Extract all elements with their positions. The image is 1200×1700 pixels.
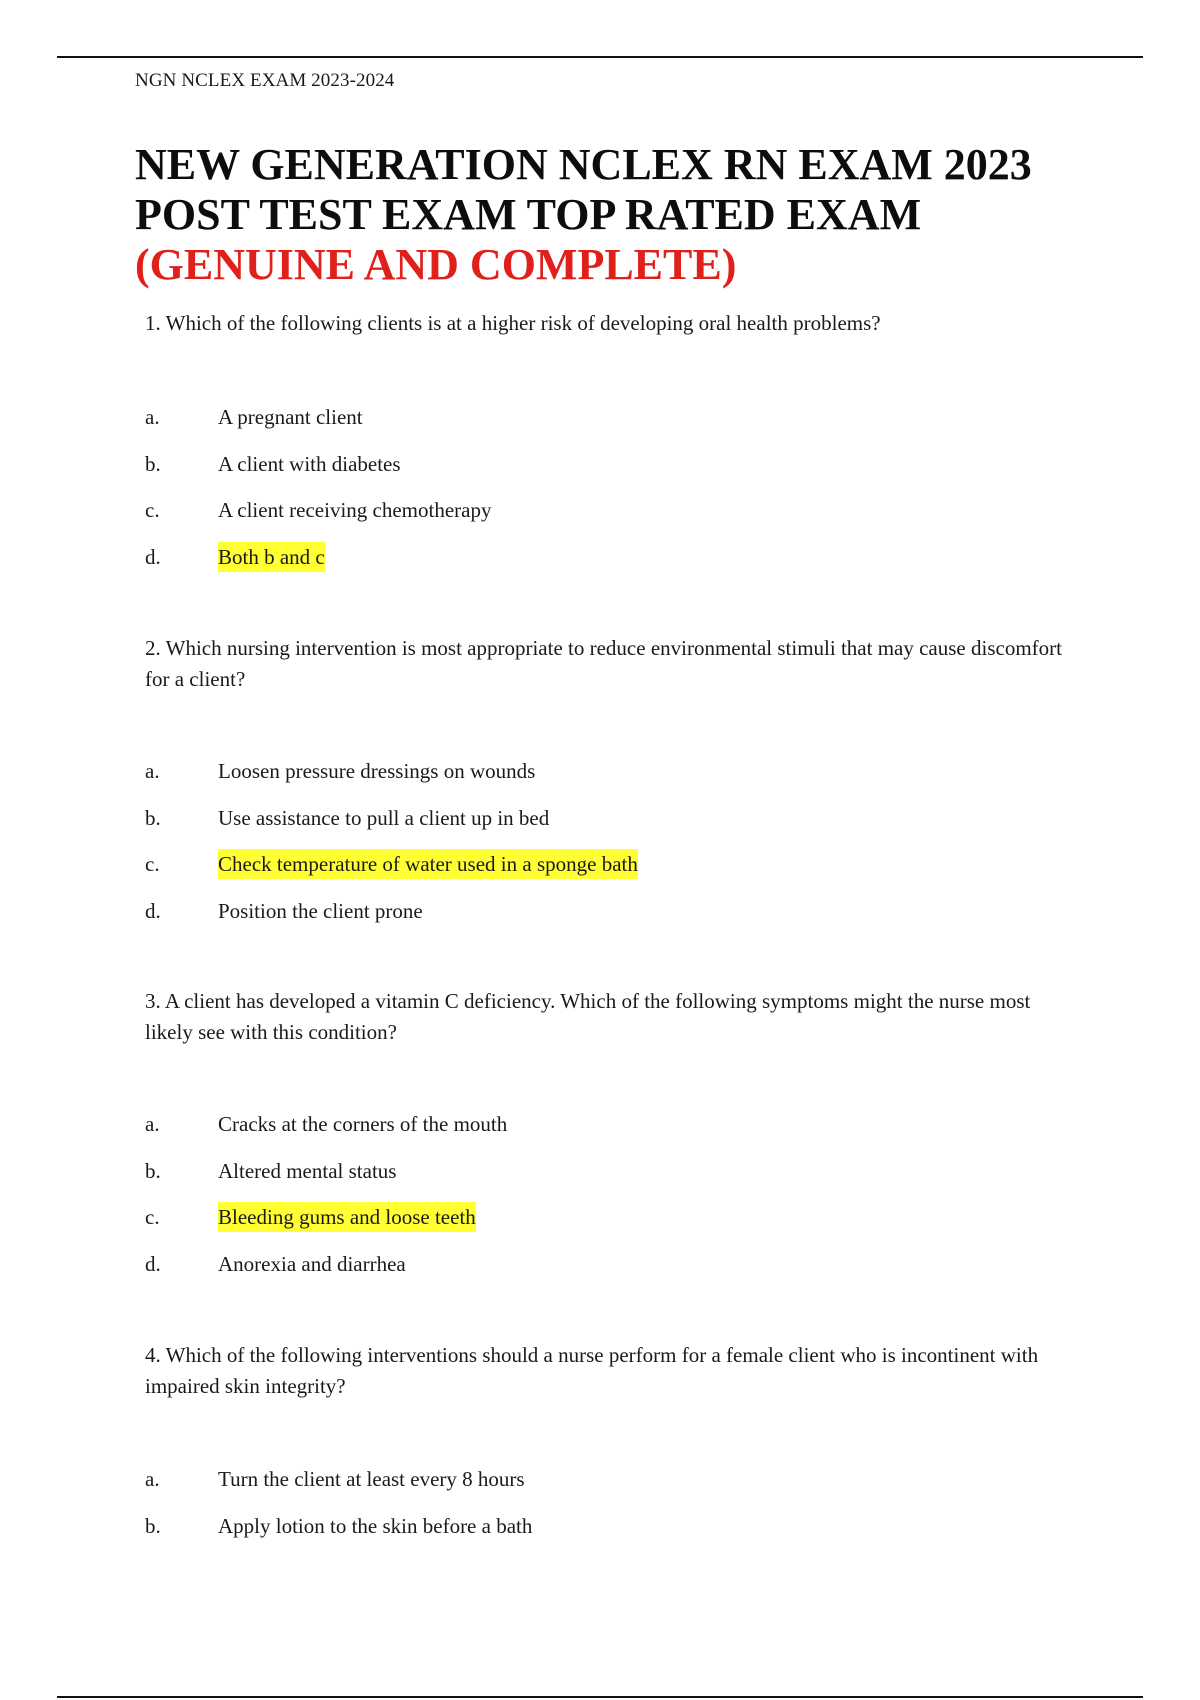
question-2-text: 2. Which nursing intervention is most appropriate to reduce environmental stimuli that may cause discomfort for a client? [145, 636, 1062, 691]
option-text: Position the client prone [218, 898, 423, 923]
option-text: Cracks at the corners of the mouth [218, 1112, 508, 1136]
option-letter: d. [145, 1251, 161, 1276]
option-text: A client with diabetes [218, 451, 401, 476]
option-letter: c. [145, 852, 160, 876]
option-text: Use assistance to pull a client up in bed [218, 805, 550, 830]
option-text: Turn the client at least every 8 hours [218, 1467, 525, 1491]
title-line-2: POST TEST EXAM TOP RATED EXAM [135, 190, 922, 239]
option-text: Loosen pressure dressings on wounds [218, 759, 536, 783]
title-line-3: (GENUINE AND COMPLETE) [135, 240, 737, 289]
question-4-text: 4. Which of the following interventions should a nurse perform for a female client who is incontinent with impaired skin integrity? [145, 1343, 1039, 1398]
page-title [135, 140, 1135, 290]
running-header: NGN NCLEX EXAM 2023-2024 [135, 70, 395, 91]
option-letter: b. [145, 1158, 161, 1183]
option-text: Apply lotion to the skin before a bath [218, 1513, 533, 1538]
option-letter: a. [145, 1112, 160, 1136]
bottom-rule [57, 1696, 1143, 1698]
option-letter: a. [145, 405, 160, 429]
option-text: Anorexia and diarrhea [218, 1251, 406, 1276]
option-letter: c. [145, 498, 160, 522]
question-3-text: 3. A client has developed a vitamin C deficiency. Which of the following symptoms might the nurse most likely see with this condition? [145, 989, 1031, 1044]
top-rule [57, 56, 1143, 58]
option-letter: b. [145, 1513, 161, 1538]
option-letter: d. [145, 898, 161, 923]
option-letter: d. [145, 544, 161, 569]
option-text: A client receiving chemotherapy [218, 498, 492, 522]
option-text: A pregnant client [218, 405, 363, 429]
option-letter: c. [145, 1205, 160, 1229]
option-letter: a. [145, 759, 160, 783]
option-letter: b. [145, 451, 161, 476]
option-letter: a. [145, 1467, 160, 1491]
question-1-text: 1. Which of the following clients is at a higher risk of developing oral health problems? [145, 311, 881, 335]
option-letter: b. [145, 805, 161, 830]
option-text: Altered mental status [218, 1158, 397, 1183]
option-text-highlighted: Both b and c [218, 542, 325, 572]
option-text-highlighted: Bleeding gums and loose teeth [218, 1202, 476, 1232]
option-text-highlighted: Check temperature of water used in a sponge bath [218, 849, 638, 879]
title-line-1: NEW GENERATION NCLEX RN EXAM 2023 [135, 140, 1032, 189]
